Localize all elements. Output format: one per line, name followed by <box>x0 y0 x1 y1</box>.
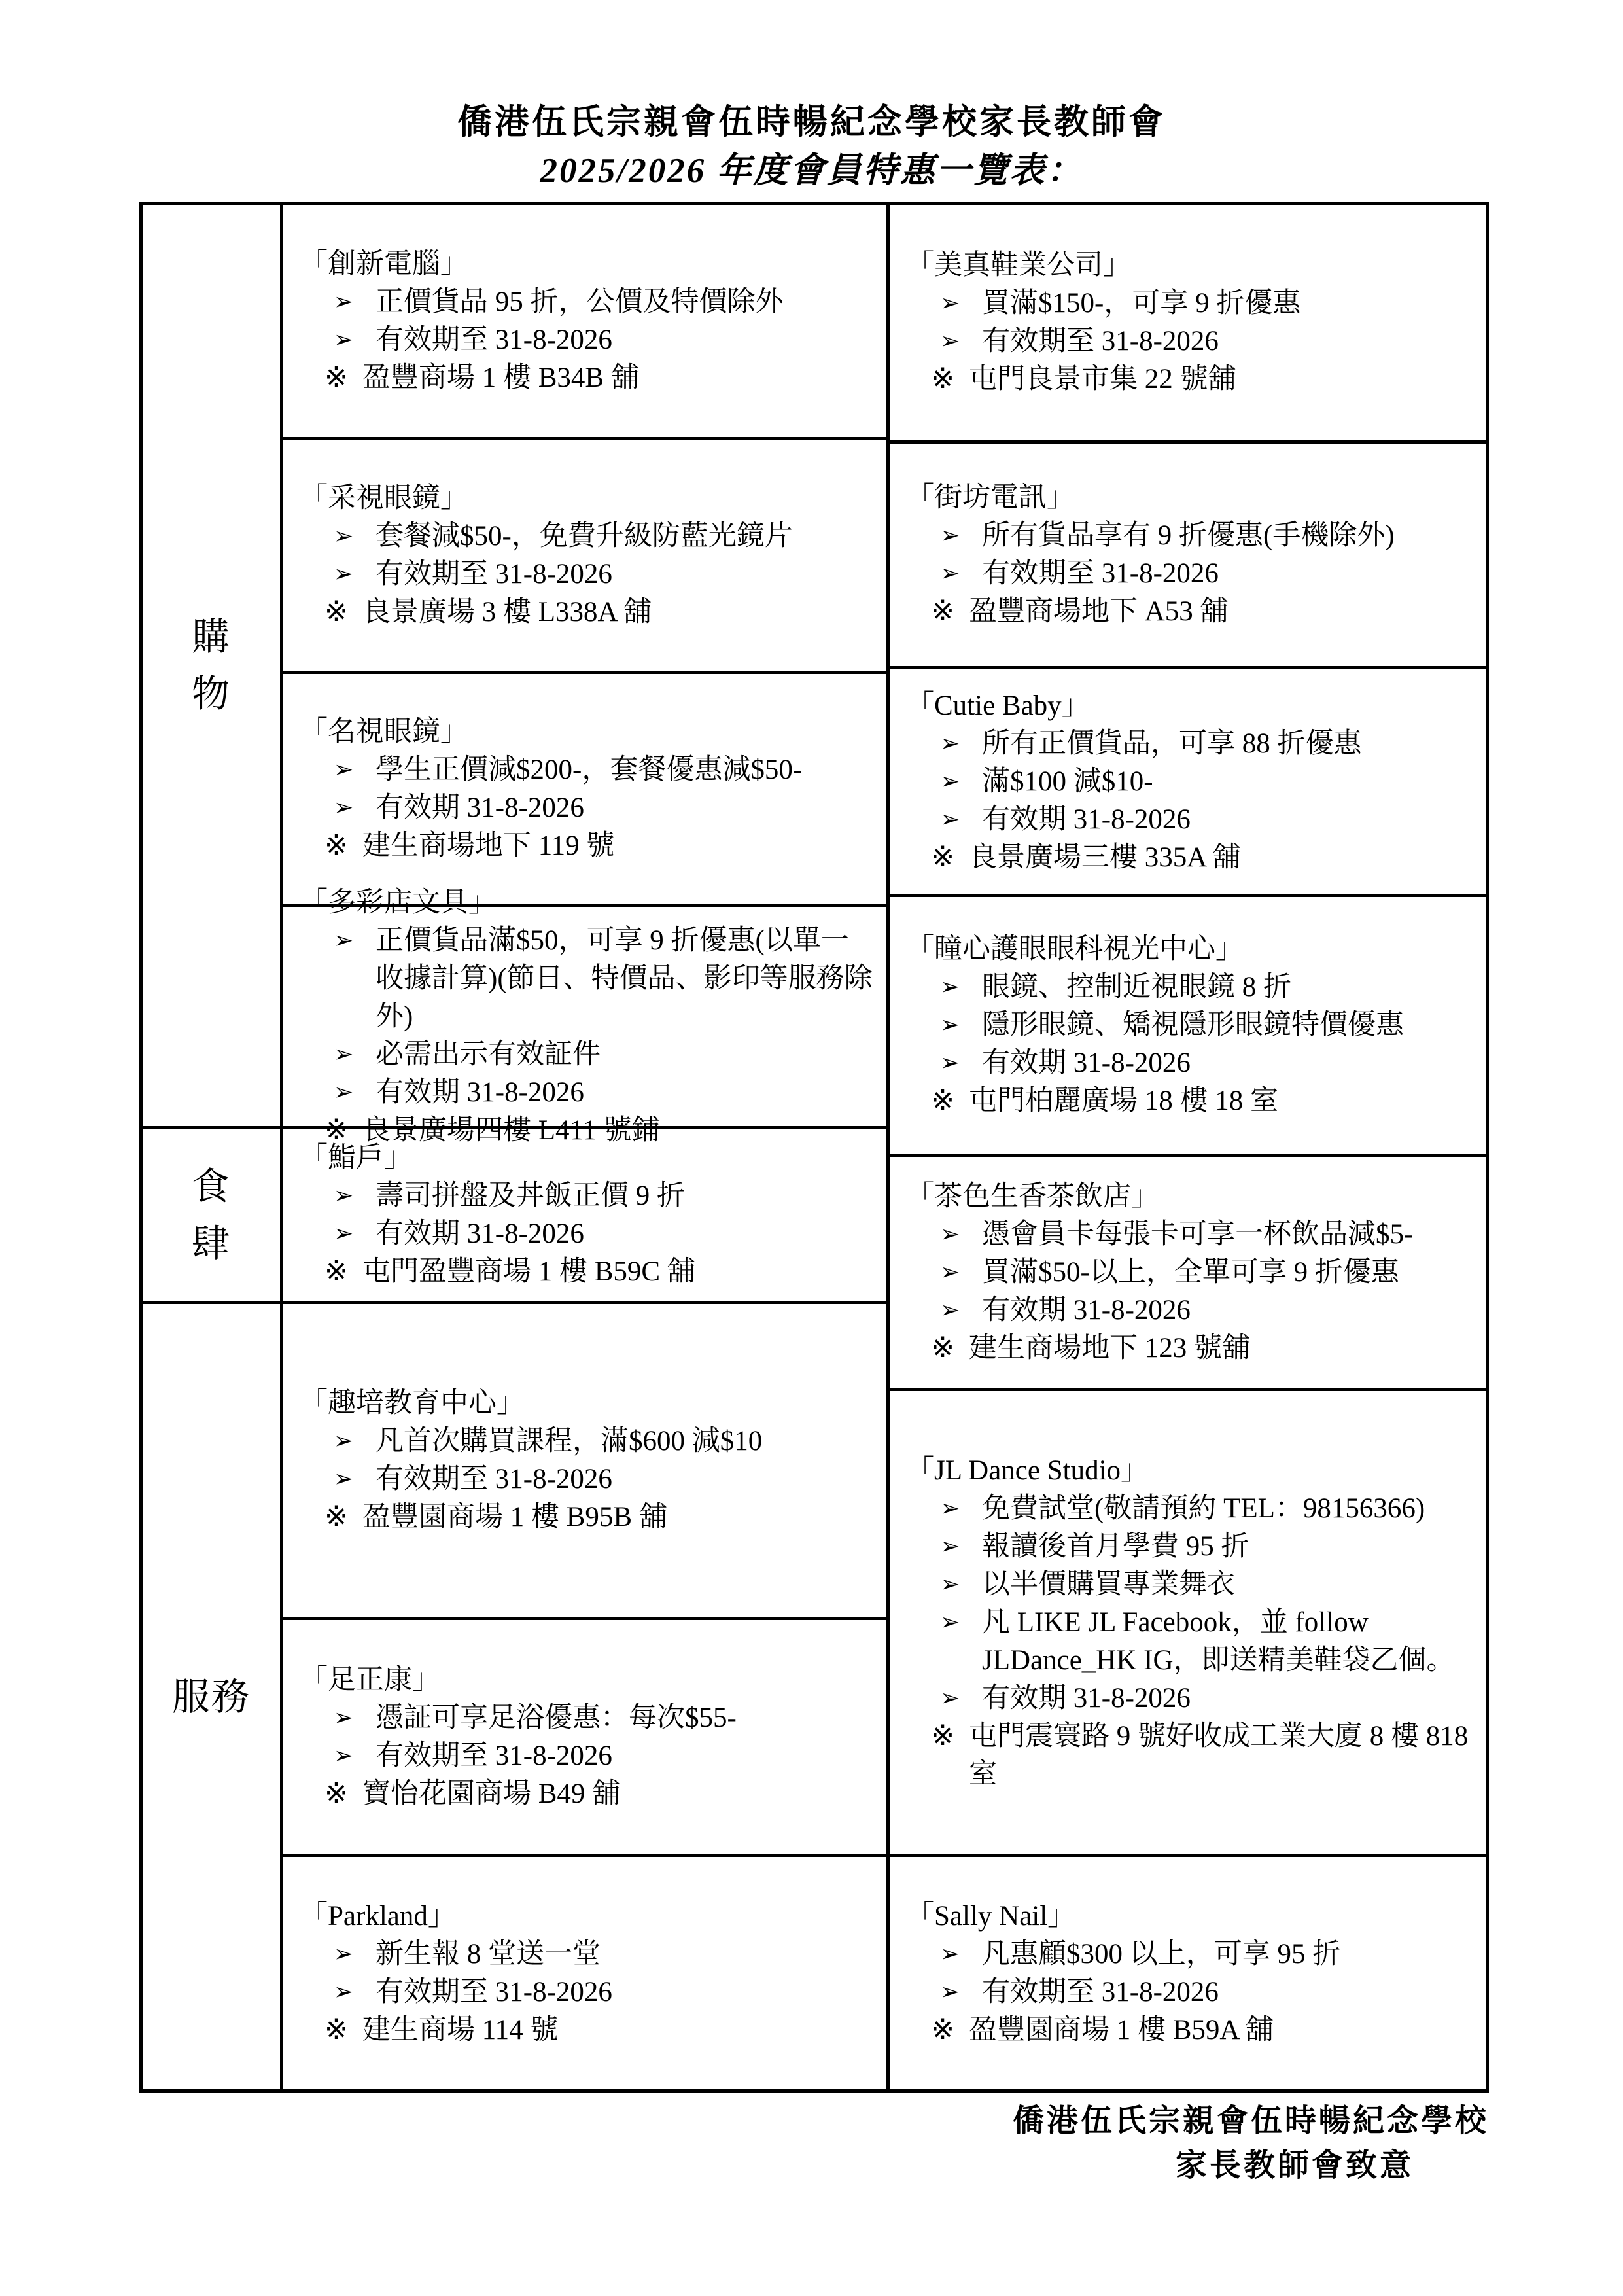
merchant-title: 「街坊電訊」 <box>906 482 1075 513</box>
merchant-title: 「Sally Nail」 <box>906 1900 1076 1932</box>
benefit-item <box>906 1216 1474 1254</box>
location-text: 良景廣場 3 樓 L338A 舖 <box>362 597 652 627</box>
benefit-text: 套餐減$50-，免費升級防藍光鏡片 <box>375 521 793 552</box>
bullet-arrow-icon: ➢ <box>940 730 960 757</box>
location-line <box>300 1775 875 1813</box>
benefit-text: 有效期 31-8-2026 <box>982 1294 1191 1326</box>
benefit-text: 有效期 31-8-2026 <box>375 792 584 823</box>
category-cell-2 <box>143 1129 280 1304</box>
benefit-item <box>300 789 875 827</box>
merchant-title: 「JL Dance Studio」 <box>906 1455 1149 1486</box>
benefit-text: 正價貨品 95 折，公價及特價除外 <box>375 286 784 317</box>
benefit-item <box>906 1254 1474 1292</box>
benefit-item <box>300 556 875 593</box>
benefit-text: 有效期至 31-8-2026 <box>375 1464 612 1494</box>
bullet-arrow-icon: ➢ <box>334 1220 354 1247</box>
bullet-arrow-icon: ➢ <box>940 1684 960 1712</box>
location-line <box>300 1498 875 1536</box>
bullet-arrow-icon: ➢ <box>334 1182 354 1209</box>
benefit-text: 有效期至 31-8-2026 <box>982 326 1219 357</box>
bullet-arrow-icon: ➢ <box>940 768 960 795</box>
category-cell-3 <box>143 1304 280 2089</box>
benefit-text: 有效期 31-8-2026 <box>982 1048 1191 1078</box>
footer-school-name: 僑港伍氏宗親會伍時暢紀念學校 <box>1012 2104 1489 2138</box>
merchant-cell <box>283 440 886 674</box>
reference-mark-icon: ※ <box>324 597 349 627</box>
merchant-cell <box>283 1304 886 1620</box>
location-text: 盈豐商場地下 A53 舖 <box>969 596 1229 627</box>
merchant-title: 「足正康」 <box>300 1664 440 1695</box>
bullet-arrow-icon: ➢ <box>940 1050 960 1076</box>
benefit-text: 壽司拼盤及丼飯正價 9 折 <box>375 1180 685 1211</box>
location-line <box>906 2011 1474 2049</box>
benefit-text: 有效期至 31-8-2026 <box>982 1976 1219 2007</box>
merchant-cell <box>283 1129 886 1304</box>
category-label-char: 物 <box>191 673 231 715</box>
reference-mark-icon: ※ <box>931 364 955 395</box>
location-text: 盈豐商場 1 樓 B34B 舖 <box>362 362 639 393</box>
location-text: 建生商場地下 123 號舖 <box>969 1332 1250 1364</box>
reference-mark-icon: ※ <box>931 1332 955 1364</box>
benefit-text: 以半價購買專業舞衣 <box>982 1568 1235 1600</box>
merchant-cell <box>283 887 886 1146</box>
benefit-item <box>300 922 875 1036</box>
merchant-title: 「Cutie Baby」 <box>906 690 1090 721</box>
bullet-arrow-icon: ➢ <box>334 288 354 315</box>
bullet-arrow-icon: ➢ <box>940 290 960 317</box>
merchant-column-right <box>890 205 1486 2089</box>
reference-mark-icon: ※ <box>324 830 349 861</box>
merchant-cell <box>890 1157 1486 1391</box>
reference-mark-icon: ※ <box>931 1086 955 1116</box>
benefit-item <box>300 518 875 556</box>
location-text: 良景廣場三樓 335A 舖 <box>969 841 1241 873</box>
bullet-arrow-icon: ➢ <box>334 326 354 353</box>
category-cell-1 <box>143 205 280 1129</box>
location-text: 良景廣場四樓 L411 號鋪 <box>362 1114 660 1146</box>
merchant-title: 「鮨戶」 <box>300 1142 412 1173</box>
merchant-title: 「Parkland」 <box>300 1900 456 1932</box>
location-text: 建生商場 114 號 <box>362 2014 559 2045</box>
location-text: 屯門震寰路 9 號好收成工業大廈 8 樓 818 室 <box>969 1720 1469 1790</box>
benefit-item <box>906 1044 1474 1082</box>
benefit-text: 學生正價減$200-，套餐優惠減$50- <box>375 754 803 785</box>
benefit-item <box>300 1036 875 1074</box>
bullet-arrow-icon: ➢ <box>334 1940 354 1968</box>
benefit-text: 買滿$150-，可享 9 折優惠 <box>982 288 1301 319</box>
reference-mark-icon: ※ <box>931 596 955 627</box>
bullet-arrow-icon: ➢ <box>940 1570 960 1598</box>
benefit-text: 有效期至 31-8-2026 <box>375 1740 612 1771</box>
benefit-item <box>300 1177 875 1215</box>
benefit-text: 所有貨品享有 9 折優惠(手機除外) <box>982 520 1395 551</box>
bullet-arrow-icon: ➢ <box>940 1296 960 1324</box>
reference-mark-icon: ※ <box>324 2014 349 2045</box>
bullet-arrow-icon: ➢ <box>334 927 354 954</box>
bullet-arrow-icon: ➢ <box>940 974 960 1000</box>
merchant-cell <box>890 897 1486 1157</box>
bullet-arrow-icon: ➢ <box>334 794 354 821</box>
bullet-arrow-icon: ➢ <box>334 1040 354 1068</box>
benefit-item <box>300 321 875 359</box>
bullet-arrow-icon: ➢ <box>940 1494 960 1522</box>
reference-mark-icon: ※ <box>931 841 955 873</box>
page-subtitle: 2025/2026 年度會員特惠一覽表： <box>540 152 1083 190</box>
merchant-cell <box>283 1857 886 2089</box>
benefit-text: 有效期至 31-8-2026 <box>375 1976 612 2007</box>
merchant-title: 「創新電腦」 <box>300 248 468 279</box>
merchant-cell <box>890 1391 1486 1857</box>
category-label-char: 購 <box>191 616 231 658</box>
benefit-item <box>906 763 1474 801</box>
benefit-text: 凡 LIKE JL Facebook，並 follow JLDance_HK IG，即送精美鞋袋乙個。 <box>982 1606 1455 1676</box>
benefit-item <box>300 1699 875 1737</box>
location-line <box>906 593 1474 631</box>
reference-mark-icon: ※ <box>324 1502 349 1532</box>
reference-mark-icon: ※ <box>324 1256 349 1287</box>
bullet-arrow-icon: ➢ <box>940 1258 960 1286</box>
bullet-arrow-icon: ➢ <box>940 522 960 549</box>
benefit-item <box>906 1604 1474 1680</box>
benefit-item <box>906 285 1474 323</box>
location-line <box>906 839 1474 877</box>
benefit-item <box>906 1566 1474 1604</box>
location-text: 盈豐園商場 1 樓 B95B 舖 <box>362 1502 667 1532</box>
benefit-text: 有效期 31-8-2026 <box>982 1682 1191 1714</box>
location-line <box>300 2011 875 2049</box>
reference-mark-icon: ※ <box>931 2014 955 2045</box>
reference-mark-icon: ※ <box>324 362 349 393</box>
merchant-cell <box>890 1857 1486 2089</box>
merchant-cell <box>890 205 1486 444</box>
benefit-text: 凡惠顧$300 以上，可享 95 折 <box>982 1938 1341 1969</box>
benefit-item <box>300 1973 875 2011</box>
benefit-text: 憑會員卡每張卡可享一杯飲品減$5- <box>982 1218 1414 1250</box>
benefit-item <box>906 1006 1474 1044</box>
benefit-item <box>300 1935 875 1973</box>
merchant-cell <box>890 444 1486 669</box>
benefit-text: 有效期 31-8-2026 <box>982 804 1191 835</box>
benefit-text: 滿$100 減$10- <box>982 766 1153 797</box>
benefit-text: 隱形眼鏡、矯視隱形眼鏡特價優惠 <box>982 1010 1404 1040</box>
bullet-arrow-icon: ➢ <box>334 1078 354 1106</box>
merchant-title: 「美真鞋業公司」 <box>906 250 1131 281</box>
reference-mark-icon: ※ <box>931 1720 955 1752</box>
bullet-arrow-icon: ➢ <box>334 523 354 550</box>
benefit-item <box>906 968 1474 1006</box>
bullet-arrow-icon: ➢ <box>940 560 960 587</box>
benefit-item <box>906 1528 1474 1566</box>
benefit-text: 所有正價貨品，可享 88 折優惠 <box>982 728 1362 759</box>
bullet-arrow-icon: ➢ <box>334 1428 354 1455</box>
merchant-title: 「多彩店文具」 <box>300 887 497 918</box>
bullet-arrow-icon: ➢ <box>940 1978 960 2005</box>
benefit-text: 買滿$50-以上，全單可享 9 折優惠 <box>982 1256 1399 1288</box>
merchant-title: 「名視眼鏡」 <box>300 716 468 747</box>
benefit-item <box>906 517 1474 555</box>
merchant-cell <box>283 1620 886 1857</box>
benefit-text: 凡首次購買課程，滿$600 減$10 <box>375 1426 763 1457</box>
benefit-item <box>300 283 875 321</box>
bullet-arrow-icon: ➢ <box>940 328 960 355</box>
benefit-text: 有效期至 31-8-2026 <box>982 558 1219 589</box>
merchant-cell <box>283 205 886 440</box>
benefit-text: 有效期至 31-8-2026 <box>375 324 612 355</box>
location-text: 寶怡花園商場 B49 舖 <box>362 1778 621 1809</box>
benefit-item <box>300 1215 875 1253</box>
benefit-item <box>300 1460 875 1498</box>
category-label: 服務 <box>171 1675 251 1718</box>
benefit-item <box>906 1973 1474 2011</box>
bullet-arrow-icon: ➢ <box>334 1466 354 1492</box>
merchant-title: 「趣培教育中心」 <box>300 1388 525 1419</box>
benefit-text: 必需出示有效証件 <box>375 1038 601 1070</box>
location-line <box>300 1253 875 1291</box>
location-text: 盈豐園商場 1 樓 B59A 舖 <box>969 2014 1274 2045</box>
benefit-text: 有效期 31-8-2026 <box>375 1218 584 1249</box>
bullet-arrow-icon: ➢ <box>940 1220 960 1248</box>
footer-signoff: 家長教師會致意 <box>1175 2148 1414 2183</box>
document-header <box>0 98 1623 195</box>
bullet-arrow-icon: ➢ <box>334 1978 354 2005</box>
reference-mark-icon: ※ <box>324 1114 349 1146</box>
benefit-item <box>906 801 1474 839</box>
benefit-text: 憑証可享足浴優惠：每次$55- <box>375 1702 737 1733</box>
location-text: 建生商場地下 119 號 <box>362 830 615 861</box>
benefit-text: 報讀後首月學費 95 折 <box>982 1530 1249 1562</box>
benefit-item <box>300 751 875 789</box>
benefit-item <box>906 1935 1474 1973</box>
location-text: 屯門良景市集 22 號舖 <box>969 364 1236 395</box>
benefit-text: 有效期 31-8-2026 <box>375 1076 584 1108</box>
benefit-item <box>906 1680 1474 1718</box>
bullet-arrow-icon: ➢ <box>940 1608 960 1636</box>
document-footer <box>1013 2099 1489 2188</box>
location-line <box>906 361 1474 398</box>
merchant-column-left <box>283 205 890 2089</box>
bullet-arrow-icon: ➢ <box>940 805 960 833</box>
benefit-item <box>300 1422 875 1460</box>
benefit-item <box>906 1490 1474 1528</box>
benefit-item <box>906 725 1474 763</box>
merchant-title: 「采視眼鏡」 <box>300 483 468 514</box>
benefit-text: 有效期至 31-8-2026 <box>375 559 612 590</box>
category-label-char: 肆 <box>191 1222 231 1265</box>
page-title: 僑港伍氏宗親會伍時暢紀念學校家長教師會 <box>457 103 1166 141</box>
bullet-arrow-icon: ➢ <box>940 1532 960 1560</box>
category-label-char: 食 <box>191 1165 231 1208</box>
category-column <box>143 205 283 2089</box>
benefit-text: 新生報 8 堂送一堂 <box>375 1938 601 1969</box>
benefit-item <box>300 1074 875 1112</box>
location-text: 屯門盈豐商場 1 樓 B59C 舖 <box>362 1256 695 1287</box>
bullet-arrow-icon: ➢ <box>334 1704 354 1731</box>
merchant-cell <box>283 674 886 907</box>
benefits-table <box>139 202 1489 2093</box>
merchant-title: 「瞳心護眼眼科視光中心」 <box>906 934 1244 964</box>
bullet-arrow-icon: ➢ <box>334 756 354 783</box>
reference-mark-icon: ※ <box>324 1778 349 1809</box>
bullet-arrow-icon: ➢ <box>940 1012 960 1038</box>
benefit-text: 免費試堂(敬請預約 TEL：98156366) <box>982 1492 1425 1524</box>
location-line <box>300 359 875 397</box>
location-line <box>300 827 875 865</box>
bullet-arrow-icon: ➢ <box>334 561 354 588</box>
location-line <box>906 1082 1474 1120</box>
location-line <box>906 1330 1474 1368</box>
benefit-item <box>906 1292 1474 1330</box>
location-line <box>906 1718 1474 1793</box>
bullet-arrow-icon: ➢ <box>940 1940 960 1968</box>
location-text: 屯門柏麗廣場 18 樓 18 室 <box>969 1086 1278 1116</box>
benefit-item <box>906 555 1474 593</box>
benefit-text: 正價貨品滿$50，可享 9 折優惠(以單一收據計算)(節日、特價品、影印等服務除外) <box>375 925 873 1032</box>
benefit-item <box>300 1737 875 1775</box>
bullet-arrow-icon: ➢ <box>334 1742 354 1769</box>
location-line <box>300 593 875 631</box>
merchant-title: 「茶色生香茶飲店」 <box>906 1180 1159 1212</box>
benefit-text: 眼鏡、控制近視眼鏡 8 折 <box>982 972 1291 1002</box>
benefit-item <box>906 323 1474 361</box>
merchant-cell <box>890 669 1486 897</box>
